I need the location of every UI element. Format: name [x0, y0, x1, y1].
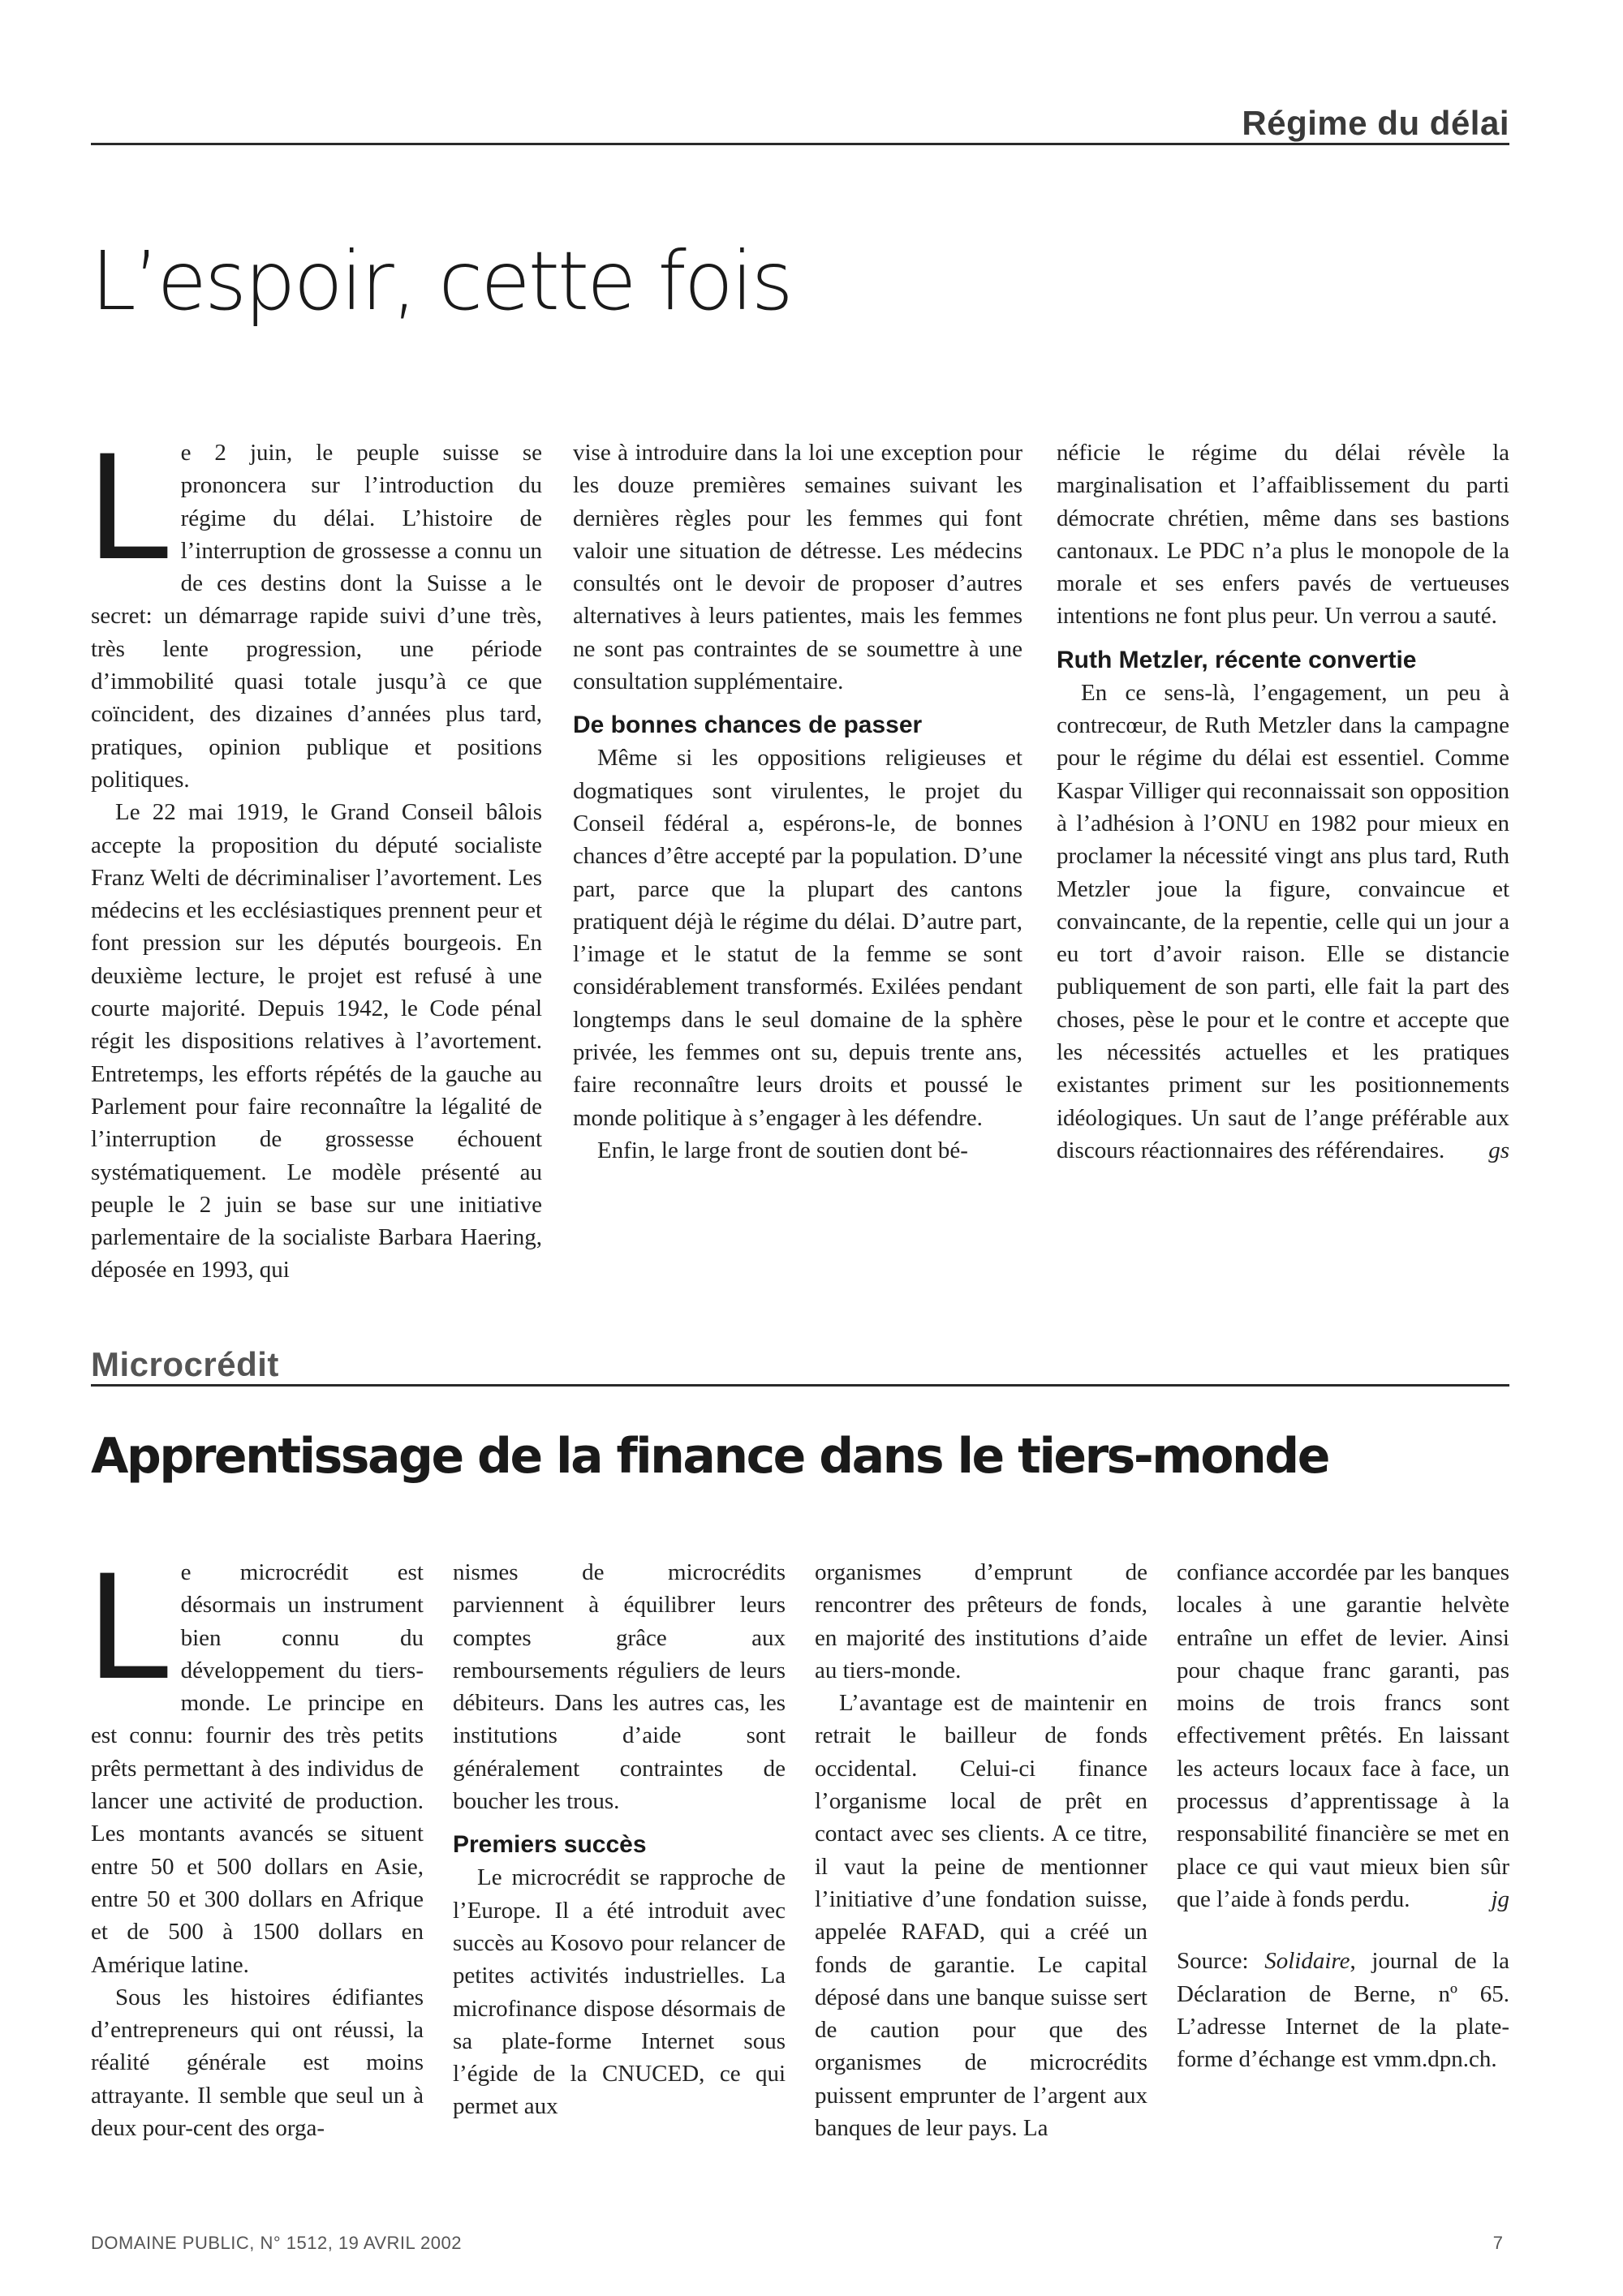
article2-col3-paragraph-2: L’avantage est de maintenir en retrait le bailleur de fonds occidental. Celui-ci finance l’organisme local de prêt en contact avec ses clients. A ce titre, il vaut la peine de mentionner l’initiative d’une fondation suisse, appelée RAFAD, qui a créé un fonds de garantie. Le capital déposé dans une banque suisse sert de caution pour que des organismes de microcrédits puissent emprunter de l’argent aux banques de leur pays. La [815, 1690, 1147, 2142]
article1-column-1 [88, 420, 542, 1287]
article1-col1-paragraph-2: Le 22 mai 1919, le Grand Conseil bâlois accepte la proposition du député socialiste Franz Welti de décriminaliser l’avortement. Les médecins et les ecclésiastiques prennent peur et font pression sur les députés bourgeois. En deuxième lecture, le projet est refusé à une courte majorité. Depuis 1942, le Code pénal régit les dispositions relatives à l’avortement. Entretemps, les efforts répétés de la gauche au Parlement pour faire reconnaître la légalité de l’interruption de grossesse échouent systématiquement. Le modèle présenté au peuple le 2 juin se base sur une initiative parlementaire de la socialiste Barbara Haering, déposée en 1993, qui [91, 799, 542, 1283]
article1-subheading-1: De bonnes chances de passer [573, 712, 923, 739]
article2-signature: jg [1491, 1885, 1509, 1912]
article1-headline: L’espoir, cette fois [91, 234, 791, 329]
source-label: Source: [1177, 1948, 1265, 1975]
source-publication-title: Solidaire [1264, 1948, 1350, 1975]
article1-col2-paragraph-1: vise à introduire dans la loi une exception pour les douze premières semaines suivant les dernières règles pour les femmes qui font valoir une situation de détresse. Les médecins consultés ont le devoir de proposer d’autres alternatives à leurs patientes, mais les femmes ne sont pas contraintes de se soumettre à une consultation supplémentaire. [573, 440, 1022, 695]
article2-column-3 [815, 1556, 1147, 2144]
section-tag-regime: Régime du délai [1242, 104, 1509, 142]
article1-col1-paragraph-1: e 2 juin, le peuple suisse se prononcera sur l’introduction du régime du délai. L’histoire de l’interruption de grossesse a connu un de ces destins dont la Suisse a le secret: un démarrage rapide suivi d’une très, très lente progression, une période d’immobilité quasi totale jusqu’à ce que coïncident, des dizaines d’années plus tard, pratiques, opinion publique et positions politiques. [91, 440, 542, 793]
article2-dropcap: L [88, 1540, 173, 1710]
article2-source-note [1177, 1945, 1509, 2075]
article2-col1-paragraph-2: Sous les histoires édifiantes d’entrepreneurs qui ont réussi, la réalité générale est moins attrayante. Il semble que seul un à deux pour-cent des orga- [91, 1984, 424, 2142]
article2-column-1 [88, 1540, 424, 2144]
footer-publication: DOMAINE PUBLIC, N° 1512, 19 AVRIL 2002 [91, 2233, 463, 2253]
article1-subheading-2: Ruth Metzler, récente convertie [1057, 646, 1417, 673]
article2-col2-paragraph-2: Le microcrédit se rapproche de l’Europe. Il a été introduit avec succès au Kosovo pour relancer de petites activités industrielles. La microfinance dispose désormais de sa plate-forme Internet sous l’égide de la CNUCED, ce qui permet aux [453, 1864, 786, 2120]
article2-headline: Apprentissage de la finance dans le tiers-monde [91, 1428, 1328, 1485]
article1-signature: gs [1488, 1137, 1509, 1163]
footer-page-number: 7 [1492, 2233, 1503, 2253]
section-tag-microcredit: Microcrédit [91, 1345, 284, 1384]
article1-col2-paragraph-3: Enfin, le large front de soutien dont bé- [597, 1137, 968, 1163]
article2-column-4 [1177, 1556, 1509, 2075]
article1-col3-paragraph-2-text: En ce sens-là, l’engagement, un peu à contrecœur, de Ruth Metzler dans la campagne pour le régime du délai est essentiel. Comme Kaspar Villiger qui reconnaissait son opposition à l’adhésion à l’ONU en 1982 pour mieux en proclamer la nécessité vingt ans plus tard, Ruth Metzler joue la figure, convaincue et convaincante, de la repentie, celle qui un jour a eu tort d’avoir raison. Elle se distancie publiquement de son parti, elle fait la part des choses, pèse le pour et le contre et accepte que les nécessités actuelles et les pratiques existantes priment sur les positionnements idéologiques. Un saut de l’ange préférable aux discours réactionnaires des référendaires. [1057, 679, 1509, 1163]
article2-col4-paragraph-1 [1177, 1556, 1509, 1915]
article1-col3-paragraph-1: néficie le régime du délai révèle la marginalisation et l’affaiblissement du parti démocrate chrétien, même dans ses bastions cantonaux. Le PDC n’a plus le monopole de la morale et ses enfers pavés de vertueuses intentions ne font plus peur. Un verrou a sauté. [1057, 440, 1509, 630]
article2-column-2 [453, 1556, 786, 2123]
top-section-rule [91, 143, 1509, 145]
article2-subheading: Premiers succès [453, 1831, 647, 1859]
middle-section-rule [91, 1384, 1509, 1387]
article1-column-3 [1057, 436, 1509, 1167]
article1-dropcap: L [88, 420, 173, 591]
article1-column-2 [573, 436, 1022, 1167]
article2-col2-paragraph-1: nismes de microcrédits parviennent à équilibrer leurs comptes grâce aux remboursements réguliers de leurs débiteurs. Dans les autres cas, les institutions d’aide sont généralement contraintes de boucher les trous. [453, 1559, 786, 1815]
article1-col2-paragraph-2: Même si les oppositions religieuses et dogmatiques sont virulentes, le projet du Conseil fédéral a, espérons-le, de bonnes chances d’être accepté par la population. D’une part, parce que la plupart des cantons pratiquent déjà le régime du délai. D’autre part, l’image et le statut de la femme se sont considérablement transformés. Exilées pendant longtemps dans le seul domaine de la sphère privée, les femmes ont su, depuis trente ans, faire reconnaître leurs droits et poussé le monde politique à s’engager à les défendre. [573, 745, 1022, 1131]
source-details: , journal de la Déclaration de Berne, nº 65. L’adresse Internet de la plate-forme d’échange est vmm.dpn.ch. [1177, 1948, 1509, 2073]
article2-col1-paragraph-1: e microcrédit est désormais un instrument bien connu du développement du tiers-monde. Le principe en est connu: fournir des très petits prêts permettant à des individus de lancer une activité de production. Les montants avancés se situent entre 50 et 500 dollars en Asie, entre 50 et 300 dollars en Afrique et de 500 à 1500 dollars en Amérique latine. [91, 1559, 424, 1978]
article2-col3-paragraph-1: organismes d’emprunt de rencontrer des prêteurs de fonds, en majorité des institutions d’aide au tiers-monde. [815, 1559, 1147, 1683]
article2-col4-paragraph-1-text: confiance accordée par les banques locales à une garantie helvète entraîne un effet de levier. Ainsi pour chaque franc garanti, pas moins de trois francs sont effectivement prêtés. En laissant les acteurs locaux face à face, un processus d’apprentissage à la responsabilité financière se met en place ce qui vaut mieux bien sûr que l’aide à fonds perdu. [1177, 1559, 1509, 1912]
article1-col3-paragraph-2 [1057, 677, 1509, 1167]
